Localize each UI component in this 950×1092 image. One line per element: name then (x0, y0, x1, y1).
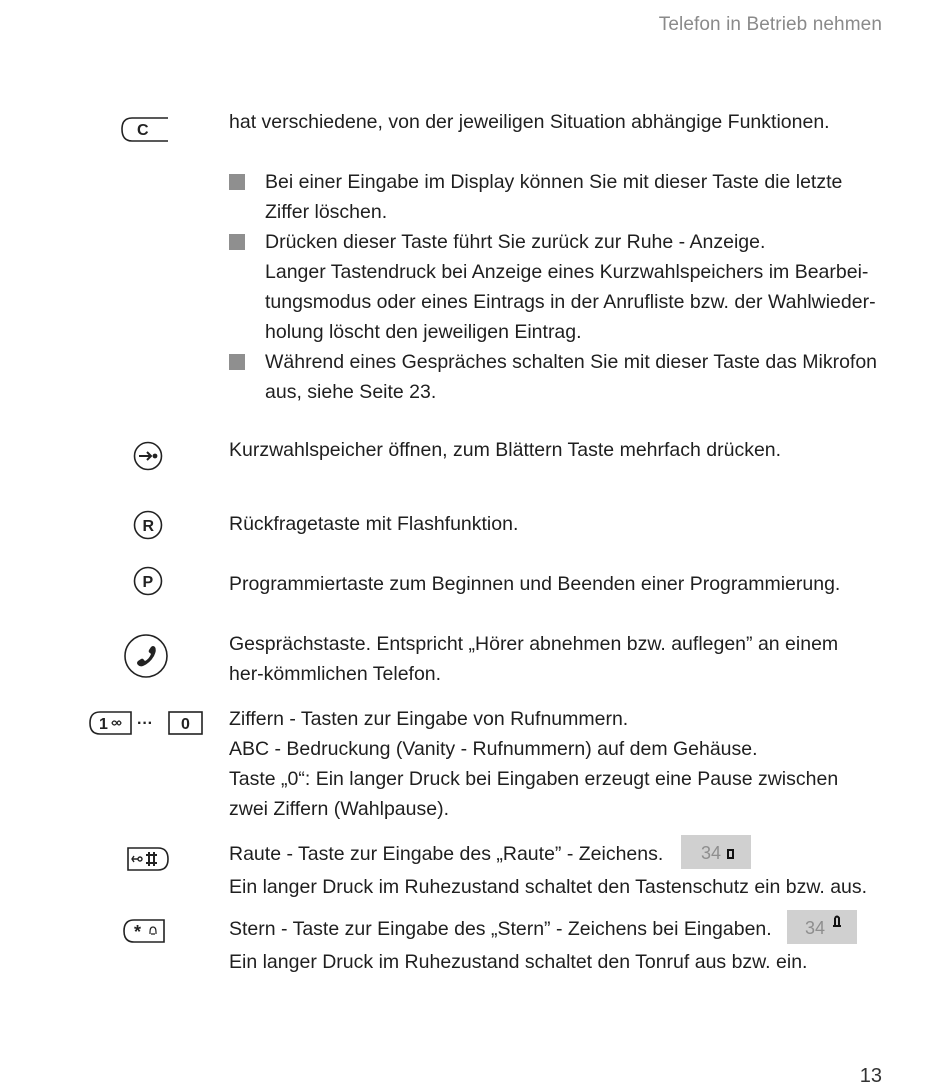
star-line-1 (229, 913, 879, 947)
speed-dial-text: Kurzwahlspeicher öffnen, zum Blättern Taste mehrfach drücken. (229, 439, 782, 461)
star-description: Stern - Taste zur Eingabe des „Stern” - Zeichens bei Eingaben. (229, 918, 772, 941)
bullet-text: Während eines Gespräches schalten Sie mit dieser Taste das Mikrofon aus, siehe Seite 23. (265, 351, 878, 403)
hash-display-digits: 34 (700, 843, 721, 863)
bullet-square-icon (229, 234, 245, 250)
c-key-label: C (137, 122, 149, 139)
list-item (229, 347, 879, 407)
digit-one-label: 1 (99, 716, 108, 733)
recall-text: Rückfragetaste mit Flashfunktion. (229, 513, 519, 535)
voicemail-icon (112, 721, 121, 725)
star-display-digits: 34 (805, 918, 826, 938)
svg-text:*: * (134, 922, 142, 942)
bullet-text: Drücken dieser Taste führt Sie zurück zur Ruhe - Anzeige. (265, 231, 766, 253)
hash-key-icon (124, 845, 172, 873)
bullet-text-continued: Langer Tastendruck bei Anzeige eines Kurzwahlspeichers im Bearbei-tungsmodus oder eines Eintrags in der Anrufliste bzw. der Wahlwieder-holung löscht den jeweiligen Eintrag. (265, 261, 876, 343)
handset-key-icon (123, 633, 169, 679)
talk-text: Gesprächstaste. Entspricht „Hörer abnehmen bzw. auflegen” an einem her-kömmlichen Telefon. (229, 633, 839, 685)
r-key-icon (132, 509, 164, 541)
hash-line-1 (229, 838, 879, 872)
star-key-icon (120, 917, 168, 945)
bullet-text: Bei einer Eingabe im Display können Sie mit dieser Taste die letzte Ziffer löschen. (265, 171, 843, 223)
hash-display-svg (681, 835, 751, 869)
p-key-icon (132, 565, 164, 597)
hash-line-2: Ein langer Druck im Ruhezustand schaltet den Tastenschutz ein bzw. aus. (229, 876, 868, 898)
c-key-icon (120, 114, 172, 144)
digits-line-2: ABC - Bedruckung (Vanity - Rufnummern) auf dem Gehäuse. (229, 738, 758, 760)
p-key-label: P (142, 574, 154, 591)
c-key-function-list (229, 167, 879, 407)
page-number: 13 (859, 1065, 882, 1087)
list-item (229, 227, 879, 347)
bullet-square-icon (229, 174, 245, 190)
program-text: Programmiertaste zum Beginnen und Beenden einer Programmierung. (229, 573, 841, 595)
digits-line-3: Taste „0“: Ein langer Druck bei Eingaben erzeugt eine Pause zwischen zwei Ziffern (Wahlpause). (229, 768, 839, 820)
bell-icon (150, 927, 156, 934)
hash-description: Raute - Taste zur Eingabe des „Raute” - Zeichens. (229, 843, 664, 866)
star-display-bell-symbol (833, 917, 841, 927)
digit-keys-icon (88, 708, 208, 738)
bullet-square-icon (229, 354, 245, 370)
star-line-2: Ein langer Druck im Ruhezustand schaltet den Tonruf aus bzw. ein. (229, 951, 808, 973)
digit-range-ellipsis: ··· (137, 715, 153, 732)
star-display-preview (787, 910, 857, 944)
running-header: Telefon in Betrieb nehmen (658, 14, 882, 35)
speed-dial-key-icon (132, 440, 164, 472)
star-display-svg (787, 910, 857, 944)
hash-display-preview (681, 835, 751, 869)
r-key-label: R (142, 518, 155, 535)
digits-line-1: Ziffern - Tasten zur Eingabe von Rufnummern. (229, 708, 629, 730)
c-key-intro: hat verschiedene, von der jeweiligen Situation abhängige Funktionen. (229, 111, 830, 133)
list-item (229, 167, 879, 227)
digit-zero-label: 0 (181, 716, 190, 733)
